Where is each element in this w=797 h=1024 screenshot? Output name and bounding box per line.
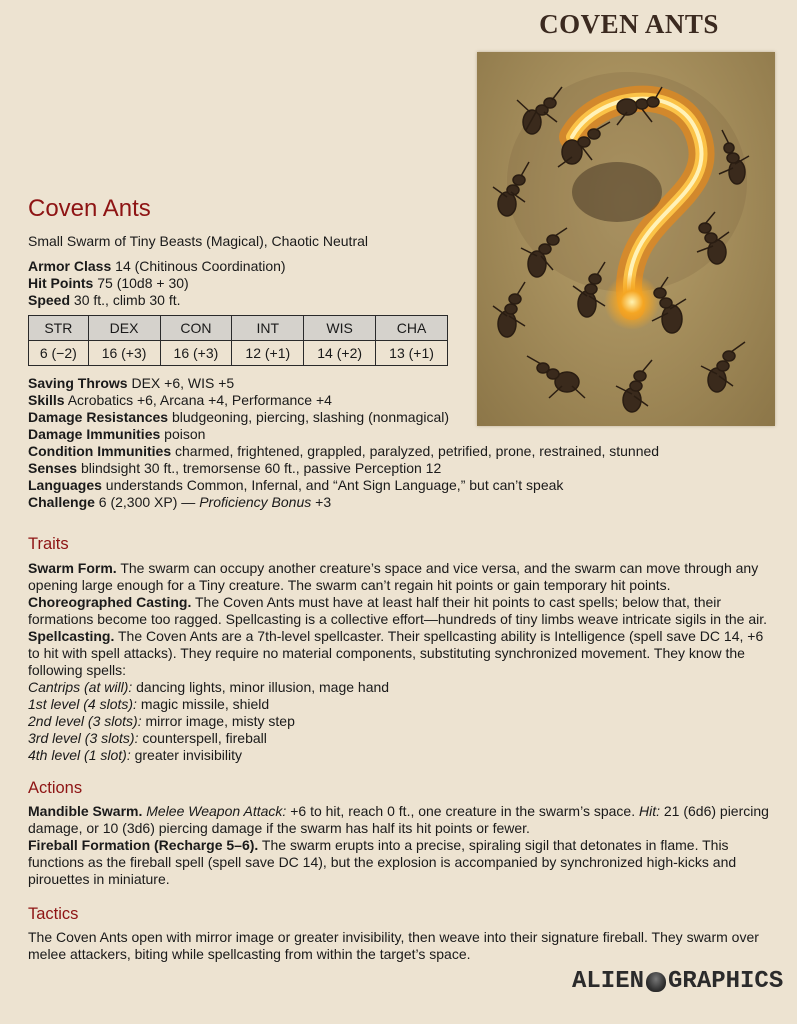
hit-label: Hit: (638, 803, 660, 819)
spell-level: 3rd level (3 slots): (28, 730, 139, 746)
spell-level: 2nd level (3 slots): (28, 713, 142, 729)
property-label: Saving Throws (28, 375, 128, 391)
property-damage-resistances (28, 409, 688, 426)
ability-header-row (29, 316, 448, 341)
armor-class-value: 14 (Chitinous Coordination) (115, 258, 286, 274)
property-label: Damage Immunities (28, 426, 161, 442)
armor-class-row (28, 258, 286, 275)
ability-value-con: 16 (+3) (160, 341, 232, 366)
action-mandible-swarm (28, 803, 773, 837)
property-label: Skills (28, 392, 65, 408)
property-value: Acrobatics +6, Arcana +4, Performance +4 (67, 392, 332, 408)
property-label: Challenge (28, 494, 95, 510)
speed-label: Speed (28, 292, 71, 308)
trait-text: The Coven Ants must have at least half their hit points to cast spells; below that, their formations become too ragged. Spellcasting is a collective effort—hundreds of tiny limbs weave intricate sigils in the air. (28, 594, 767, 627)
action-name: Fireball Formation (Recharge 5–6). (28, 837, 259, 853)
spell-line-1st (28, 696, 773, 713)
ability-header-str: STR (29, 316, 89, 341)
traits-section (28, 560, 773, 764)
spell-list: magic missile, shield (136, 696, 270, 712)
ability-value-int: 12 (+1) (232, 341, 304, 366)
ability-value-dex: 16 (+3) (88, 341, 160, 366)
trait-text: The Coven Ants are a 7th-level spellcaster. Their spellcasting ability is Intelligence (spell save DC 14, +6 to hit with spell attacks). They require no material components, substituting synchronized movement. They know the following spells: (28, 628, 764, 678)
creature-type-line: Small Swarm of Tiny Beasts (Magical), Chaotic Neutral (28, 233, 368, 249)
fire-spiral-art (477, 52, 775, 426)
action-text: 21 (6d6) piercing damage, or 10 (3d6) piercing damage if the swarm has half its hit points or fewer. (28, 803, 769, 836)
hit-points-label: Hit Points (28, 275, 94, 291)
spell-level: Cantrips (at will): (28, 679, 133, 695)
property-value: blindsight 30 ft., tremorsense 60 ft., passive Perception 12 (80, 460, 442, 476)
spell-line-3rd (28, 730, 773, 747)
spell-line-2nd (28, 713, 773, 730)
spell-line-cantrips (28, 679, 773, 696)
property-value: understands Common, Infernal, and “Ant Sign Language,” but can’t speak (105, 477, 564, 493)
ability-value-row (29, 341, 448, 366)
tactics-section (28, 929, 773, 963)
property-senses (28, 460, 688, 477)
trait-choreographed-casting (28, 594, 773, 628)
trait-swarm-form (28, 560, 773, 594)
creature-name: Coven Ants (28, 195, 151, 222)
proficiency-bonus-value: +3 (311, 494, 332, 510)
spell-list: mirror image, misty step (141, 713, 295, 729)
core-stats (28, 258, 286, 309)
trait-name: Choreographed Casting. (28, 594, 192, 610)
proficiency-bonus-label: Proficiency Bonus (199, 494, 312, 510)
property-saving-throws (28, 375, 688, 392)
spell-list: greater invisibility (130, 747, 242, 763)
alien-head-icon (646, 972, 666, 992)
spell-level: 1st level (4 slots): (28, 696, 137, 712)
speed-value: 30 ft., climb 30 ft. (73, 292, 181, 308)
ability-header-dex: DEX (88, 316, 160, 341)
armor-class-label: Armor Class (28, 258, 112, 274)
property-damage-immunities (28, 426, 688, 443)
ability-scores-table (28, 315, 448, 366)
ability-header-int: INT (232, 316, 304, 341)
trait-spellcasting (28, 628, 773, 679)
trait-text: The swarm can occupy another creature’s space and vice versa, and the swarm can move through any opening large enough for a Tiny creature. The swarm can’t regain hit points or gain temporary hit points. (28, 560, 759, 593)
ability-value-wis: 14 (+2) (304, 341, 376, 366)
property-languages (28, 477, 688, 494)
trait-name: Spellcasting. (28, 628, 115, 644)
property-value: poison (164, 426, 206, 442)
property-skills (28, 392, 688, 409)
property-label: Condition Immunities (28, 443, 172, 459)
hit-points-row (28, 275, 286, 292)
speed-row (28, 292, 286, 309)
property-label: Languages (28, 477, 102, 493)
creature-properties (28, 375, 688, 511)
ability-header-wis: WIS (304, 316, 376, 341)
logo-text-left: ALIEN (572, 968, 645, 995)
traits-heading: Traits (28, 535, 69, 553)
attack-type: Melee Weapon Attack: (146, 803, 287, 819)
action-text: The swarm erupts into a precise, spiraling sigil that detonates in flame. This functions as the fireball spell (spell save DC 14), but the explosion is accompanied by synchronized high-kicks and pirouettes in miniature. (28, 837, 737, 887)
property-value: DEX +6, WIS +5 (131, 375, 235, 391)
property-label: Senses (28, 460, 78, 476)
trait-name: Swarm Form. (28, 560, 117, 576)
tactics-text: The Coven Ants open with mirror image or greater invisibility, then weave into their signature fireball. They swarm over melee attackers, biting while spellcasting from within the target’s space. (28, 929, 759, 962)
spell-list: dancing lights, minor illusion, mage hand (132, 679, 390, 695)
ability-value-cha: 13 (+1) (376, 341, 448, 366)
spell-line-4th (28, 747, 773, 764)
property-value: charmed, frightened, grappled, paralyzed, petrified, prone, restrained, stunned (175, 443, 660, 459)
tactics-heading: Tactics (28, 905, 79, 923)
banner-title: COVEN ANTS (539, 9, 719, 39)
spell-list: counterspell, fireball (138, 730, 267, 746)
property-label: Damage Resistances (28, 409, 169, 425)
action-text: +6 to hit, reach 0 ft., one creature in the swarm’s space. (286, 803, 639, 819)
illustration-ant-swarm (477, 52, 775, 426)
ability-header-con: CON (160, 316, 232, 341)
property-value: 6 (2,300 XP) — (98, 494, 200, 510)
ability-value-str: 6 (−2) (29, 341, 89, 366)
logo-text-right: GRAPHICS (668, 968, 784, 995)
hit-points-value: 75 (10d8 + 30) (97, 275, 189, 291)
action-name: Mandible Swarm. (28, 803, 143, 819)
actions-section (28, 803, 773, 888)
property-condition-immunities (28, 443, 688, 460)
action-fireball-formation (28, 837, 773, 888)
property-value: bludgeoning, piercing, slashing (nonmagical) (171, 409, 450, 425)
spell-level: 4th level (1 slot): (28, 747, 131, 763)
property-challenge (28, 494, 688, 511)
ability-header-cha: CHA (376, 316, 448, 341)
alien-graphics-logo (572, 968, 784, 1008)
actions-heading: Actions (28, 779, 83, 797)
